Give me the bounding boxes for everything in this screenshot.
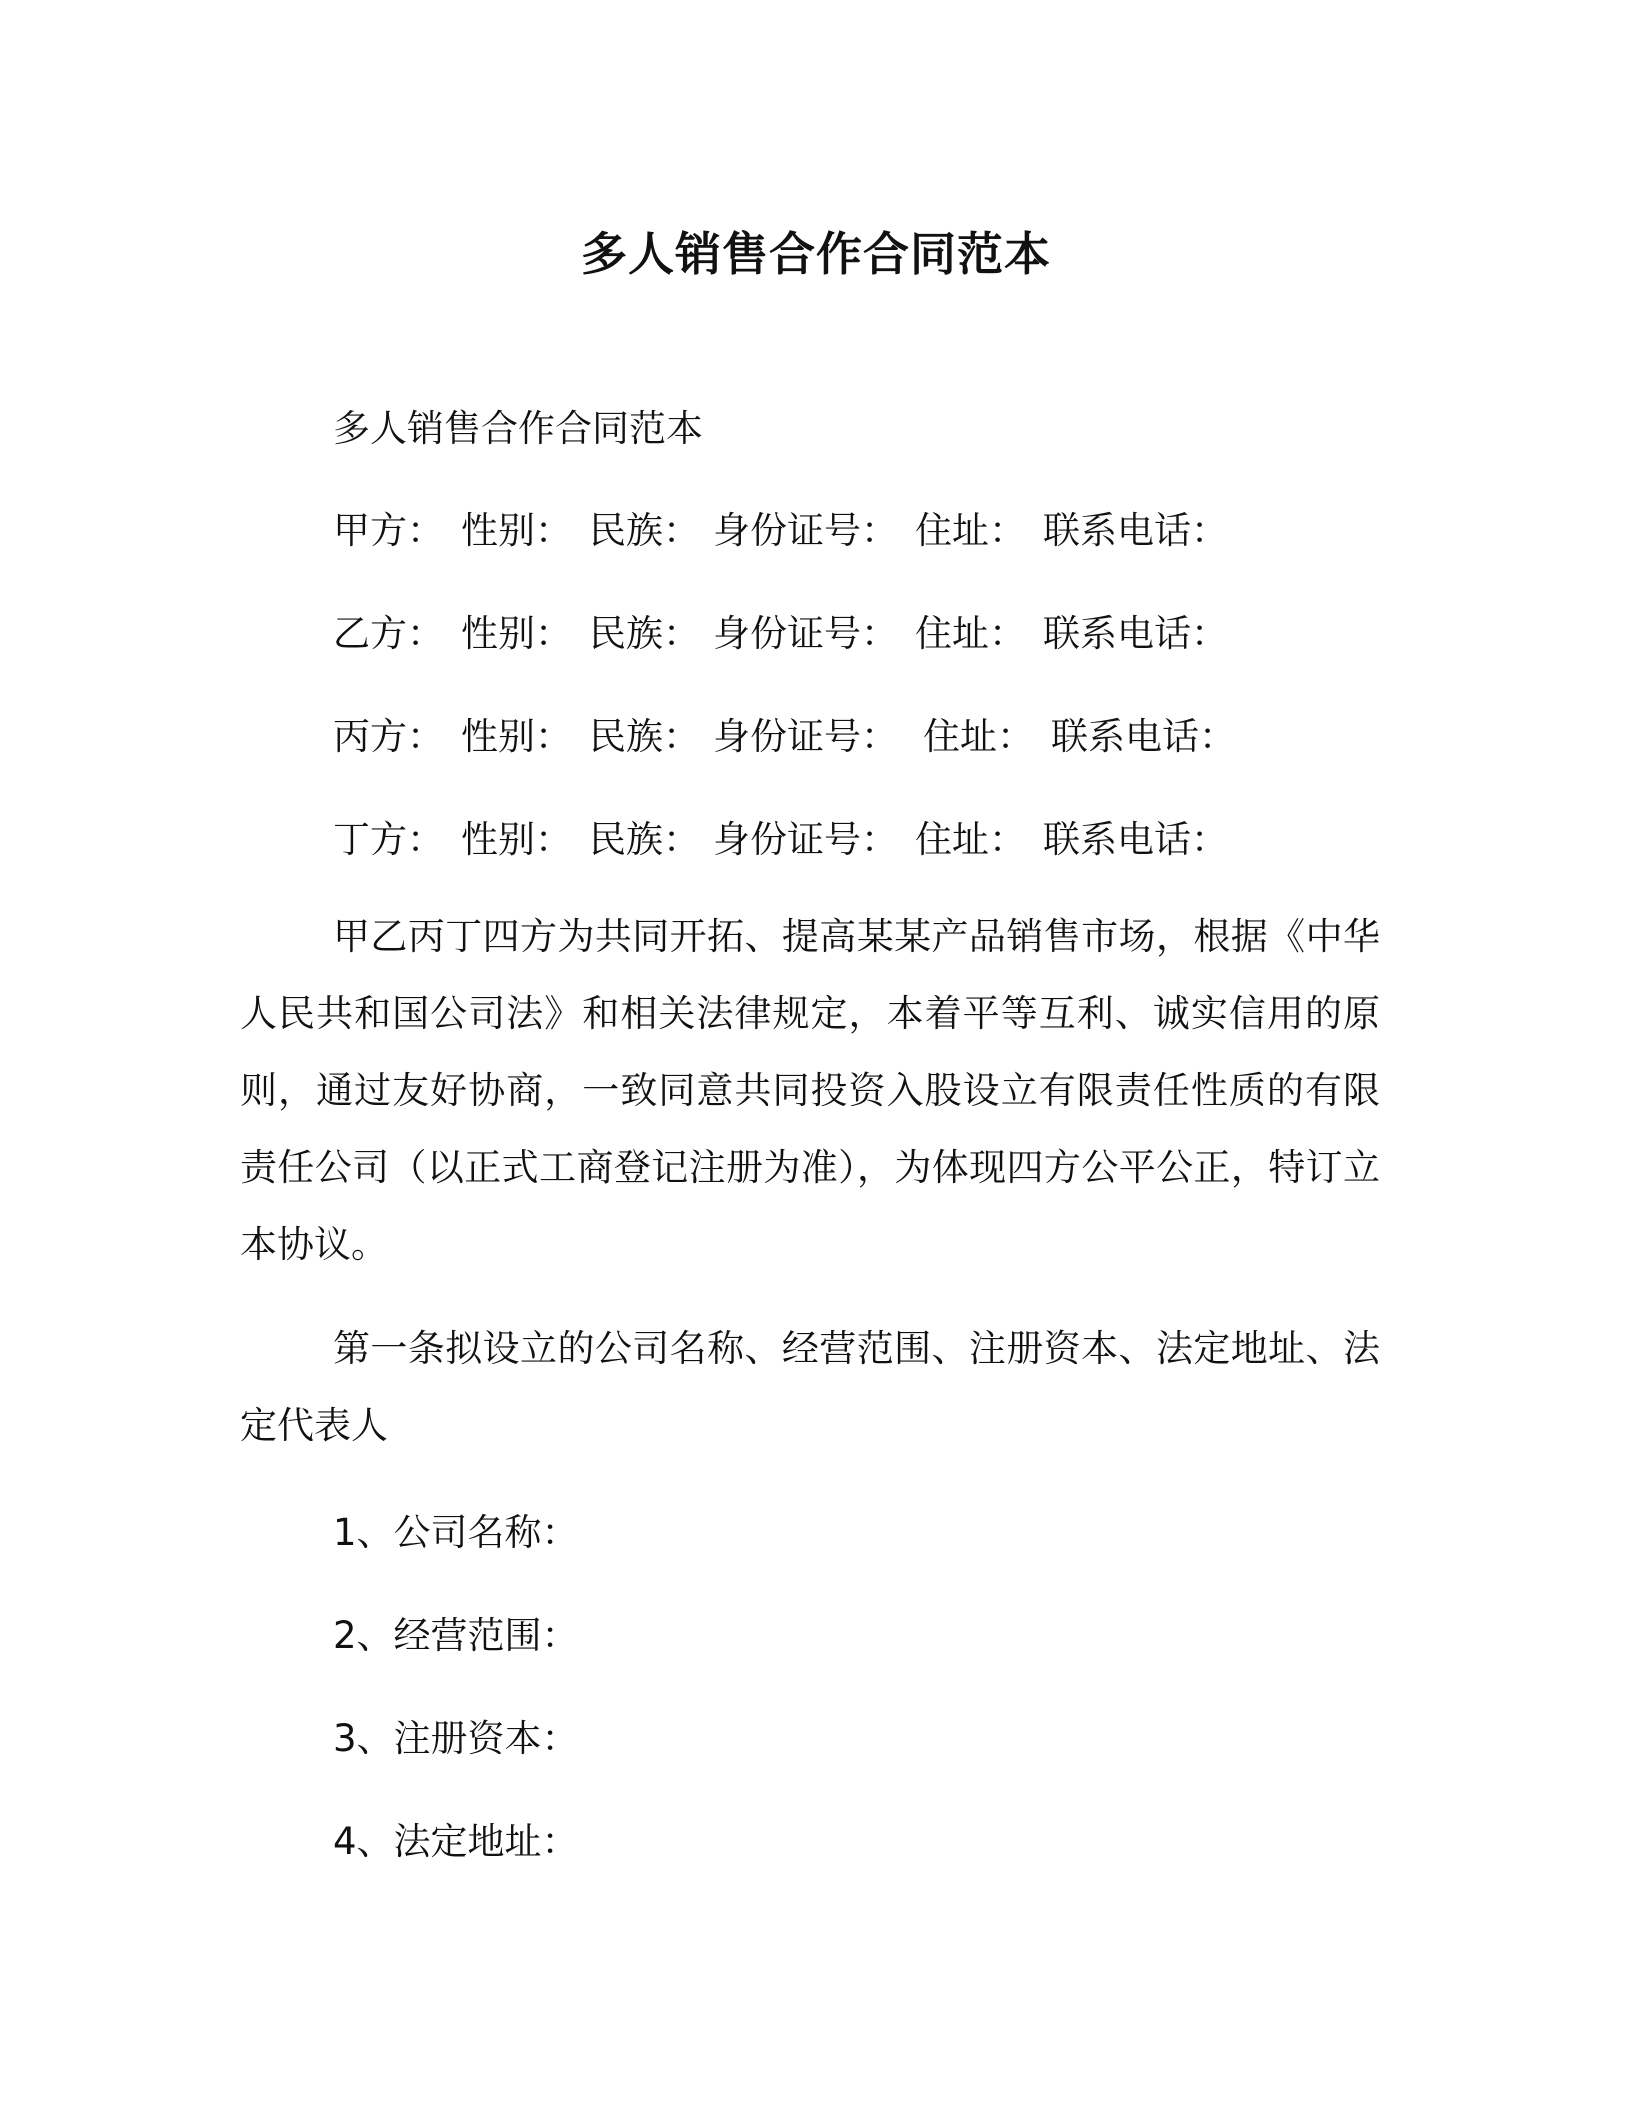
party-row-jia <box>333 500 1228 554</box>
party-phone-label: 联系电话： <box>1043 509 1228 552</box>
party-name-label: 乙方： <box>333 612 444 655</box>
party-ethnicity-label: 民族： <box>589 818 700 861</box>
party-gender-label: 性别： <box>461 715 572 758</box>
party-address-label: 住址： <box>915 612 1026 655</box>
document-title: 多人销售合作合同范本 <box>581 227 1051 281</box>
party-gender-label: 性别： <box>461 818 572 861</box>
party-gender-label: 性别： <box>461 509 572 552</box>
party-address-label: 住址： <box>923 715 1034 758</box>
document-subtitle: 多人销售合作合同范本 <box>333 407 703 450</box>
party-address-label: 住址： <box>915 818 1026 861</box>
party-address-label: 住址： <box>915 509 1026 552</box>
party-phone-label: 联系电话： <box>1051 715 1236 758</box>
party-id-label: 身份证号： <box>713 612 898 655</box>
party-name-label: 甲方： <box>333 509 444 552</box>
party-ethnicity-label: 民族： <box>589 715 700 758</box>
party-ethnicity-label: 民族： <box>589 509 700 552</box>
article-one-heading: 第一条拟设立的公司名称、经营范围、注册资本、法定地址、法定代表人 <box>240 1327 1380 1447</box>
item-legal-address: 4、法定地址： <box>333 1820 579 1863</box>
party-name-label: 丁方： <box>333 818 444 861</box>
party-id-label: 身份证号： <box>713 509 898 552</box>
party-gender-label: 性别： <box>461 612 572 655</box>
party-phone-label: 联系电话： <box>1043 818 1228 861</box>
party-phone-label: 联系电话： <box>1043 612 1228 655</box>
item-business-scope: 2、经营范围： <box>333 1614 579 1657</box>
item-registered-capital: 3、注册资本： <box>333 1717 579 1760</box>
party-row-yi <box>333 603 1228 657</box>
party-name-label: 丙方： <box>333 715 444 758</box>
party-row-bing <box>333 706 1236 760</box>
party-id-label: 身份证号： <box>713 818 898 861</box>
item-company-name: 1、公司名称： <box>333 1511 579 1554</box>
party-ethnicity-label: 民族： <box>589 612 700 655</box>
party-id-label: 身份证号： <box>713 715 898 758</box>
party-row-ding <box>333 809 1228 863</box>
intro-paragraph: 甲乙丙丁四方为共同开拓、提高某某产品销售市场，根据《中华人民共和国公司法》和相关法律规定，本着平等互利、诚实信用的原则，通过友好协商，一致同意共同投资入股设立有限责任性质的有限责任公司（以正式工商登记注册为准），为体现四方公平公正，特订立本协议。 <box>240 915 1380 1266</box>
